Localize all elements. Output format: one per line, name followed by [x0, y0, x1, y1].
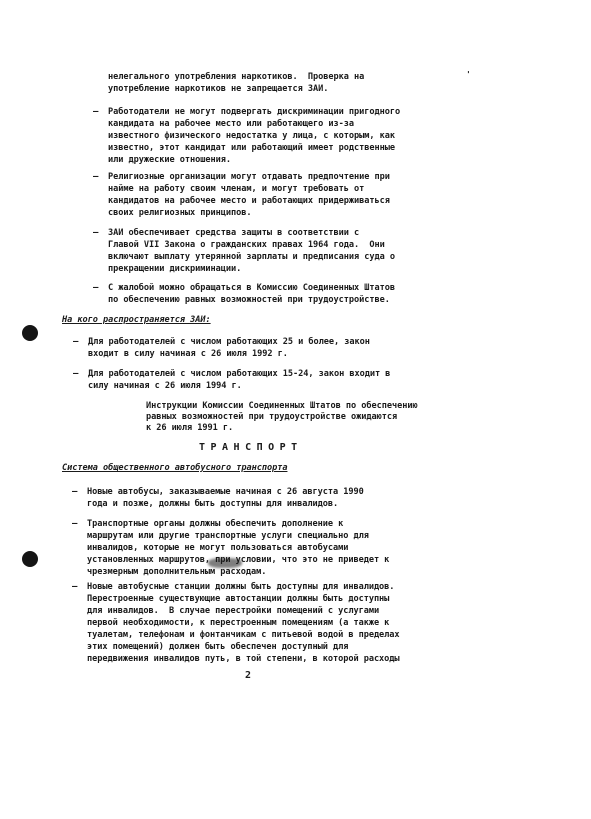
bullet-line: по обеспечению равных возможностей при трудоустройстве. — [108, 295, 390, 305]
bullet-line: маршрутам или другие транспортные услуги специально для — [87, 531, 369, 541]
paragraph-line: употребление наркотиков не запрещается ЗАИ. — [108, 84, 329, 94]
bullet-dash: – — [73, 337, 79, 347]
bullet-line: своих религиозных принципов. — [108, 208, 252, 218]
bullet-line: кандидатов на рабочее место и работающих придерживаться — [108, 196, 390, 206]
bullet-line: Для работодателей с числом работающих 25 и более, закон — [88, 337, 370, 347]
bullet-line: кандидата на рабочее место или работающего из-за — [108, 119, 354, 129]
bullet-line: входит в силу начиная с 26 июля 1992 г. — [88, 349, 288, 359]
bullet-line: Главой VII Закона о гражданских правах 1964 года. Они — [108, 240, 385, 250]
section-title-transport: ТРАНСПОРТ — [199, 442, 303, 453]
bullet-line: этих помещений) должен быть обеспечен доступный для — [87, 642, 349, 652]
paragraph-line: нелегального употребления наркотиков. Проверка на — [108, 72, 365, 82]
bullet-dash: – — [93, 172, 99, 182]
bullet-line: найме на работу своим членам, и могут требовать от — [108, 184, 365, 194]
bullet-dash: – — [73, 369, 79, 379]
bullet-dash: – — [93, 107, 99, 117]
scan-mark: ' — [466, 70, 471, 79]
bullet-line: известного физического недостатка у лица, с которым, как — [108, 131, 395, 141]
bullet-line: туалетам, телефонам и фонтанчикам с питьевой водой в пределах — [87, 630, 400, 640]
bullet-dash: – — [93, 283, 99, 293]
bullet-line: Религиозные организации могут отдавать предпочтение при — [108, 172, 390, 182]
punch-hole-upper — [22, 325, 38, 341]
bullet-dash: – — [93, 228, 99, 238]
bullet-line: передвижения инвалидов путь, в той степени, в которой расходы — [87, 654, 400, 664]
bullet-line: Новые автобусы, заказываемые начиная с 26 августа 1990 — [87, 487, 364, 497]
punch-hole-lower — [22, 551, 38, 567]
note-line: равных возможностей при трудоустройстве ожидаются — [146, 412, 398, 422]
bullet-dash: – — [72, 519, 78, 529]
section-heading-coverage: На кого распространяется ЗАИ: — [62, 315, 211, 325]
bullet-dash: – — [72, 487, 78, 497]
bullet-dash: – — [72, 582, 78, 592]
bullet-line: установленных маршрутов, при условии, что это не приведет к — [87, 555, 390, 565]
bullet-line: ЗАИ обеспечивает средства защиты в соответствии с — [108, 228, 360, 238]
note-line: к 26 июля 1991 г. — [146, 423, 234, 433]
bullet-line: чрезмерным дополнительным расходам. — [87, 567, 267, 577]
bullet-line: Транспортные органы должны обеспечить дополнение к — [87, 519, 344, 529]
bullet-line: прекращении дискриминации. — [108, 264, 242, 274]
bullet-line: Для работодателей с числом работающих 15-24, закон входит в — [88, 369, 391, 379]
bullet-line: включают выплату утерянной зарплаты и предписания суда о — [108, 252, 395, 262]
bullet-line: силу начиная с 26 июля 1994 г. — [88, 381, 242, 391]
note-line: Инструкции Комиссии Соединенных Штатов по обеспечению — [146, 401, 418, 411]
section-heading-bus-system: Система общественного автобусного транспорта — [62, 463, 288, 473]
bullet-line: Перестроенные существующие автостанции должны быть доступны — [87, 594, 390, 604]
bullet-line: первой необходимости, к перестроенным помещениям (а также к — [87, 618, 390, 628]
bullet-line: Работодатели не могут подвергать дискриминации пригодного — [108, 107, 401, 117]
bullet-line: С жалобой можно обращаться в Комиссию Соединенных Штатов — [108, 283, 395, 293]
bullet-line: Новые автобусные станции должны быть доступны для инвалидов. — [87, 582, 395, 592]
page-number: 2 — [245, 670, 251, 681]
bullet-line: года и позже, должны быть доступны для инвалидов. — [87, 499, 339, 509]
bullet-line: известно, этот кандидат или работающий имеет родственные — [108, 143, 395, 153]
bullet-line: для инвалидов. В случае перестройки помещений с услугами — [87, 606, 380, 616]
bullet-line: или дружеские отношения. — [108, 155, 231, 165]
bullet-line: инвалидов, которые не могут пользоваться автобусами — [87, 543, 349, 553]
